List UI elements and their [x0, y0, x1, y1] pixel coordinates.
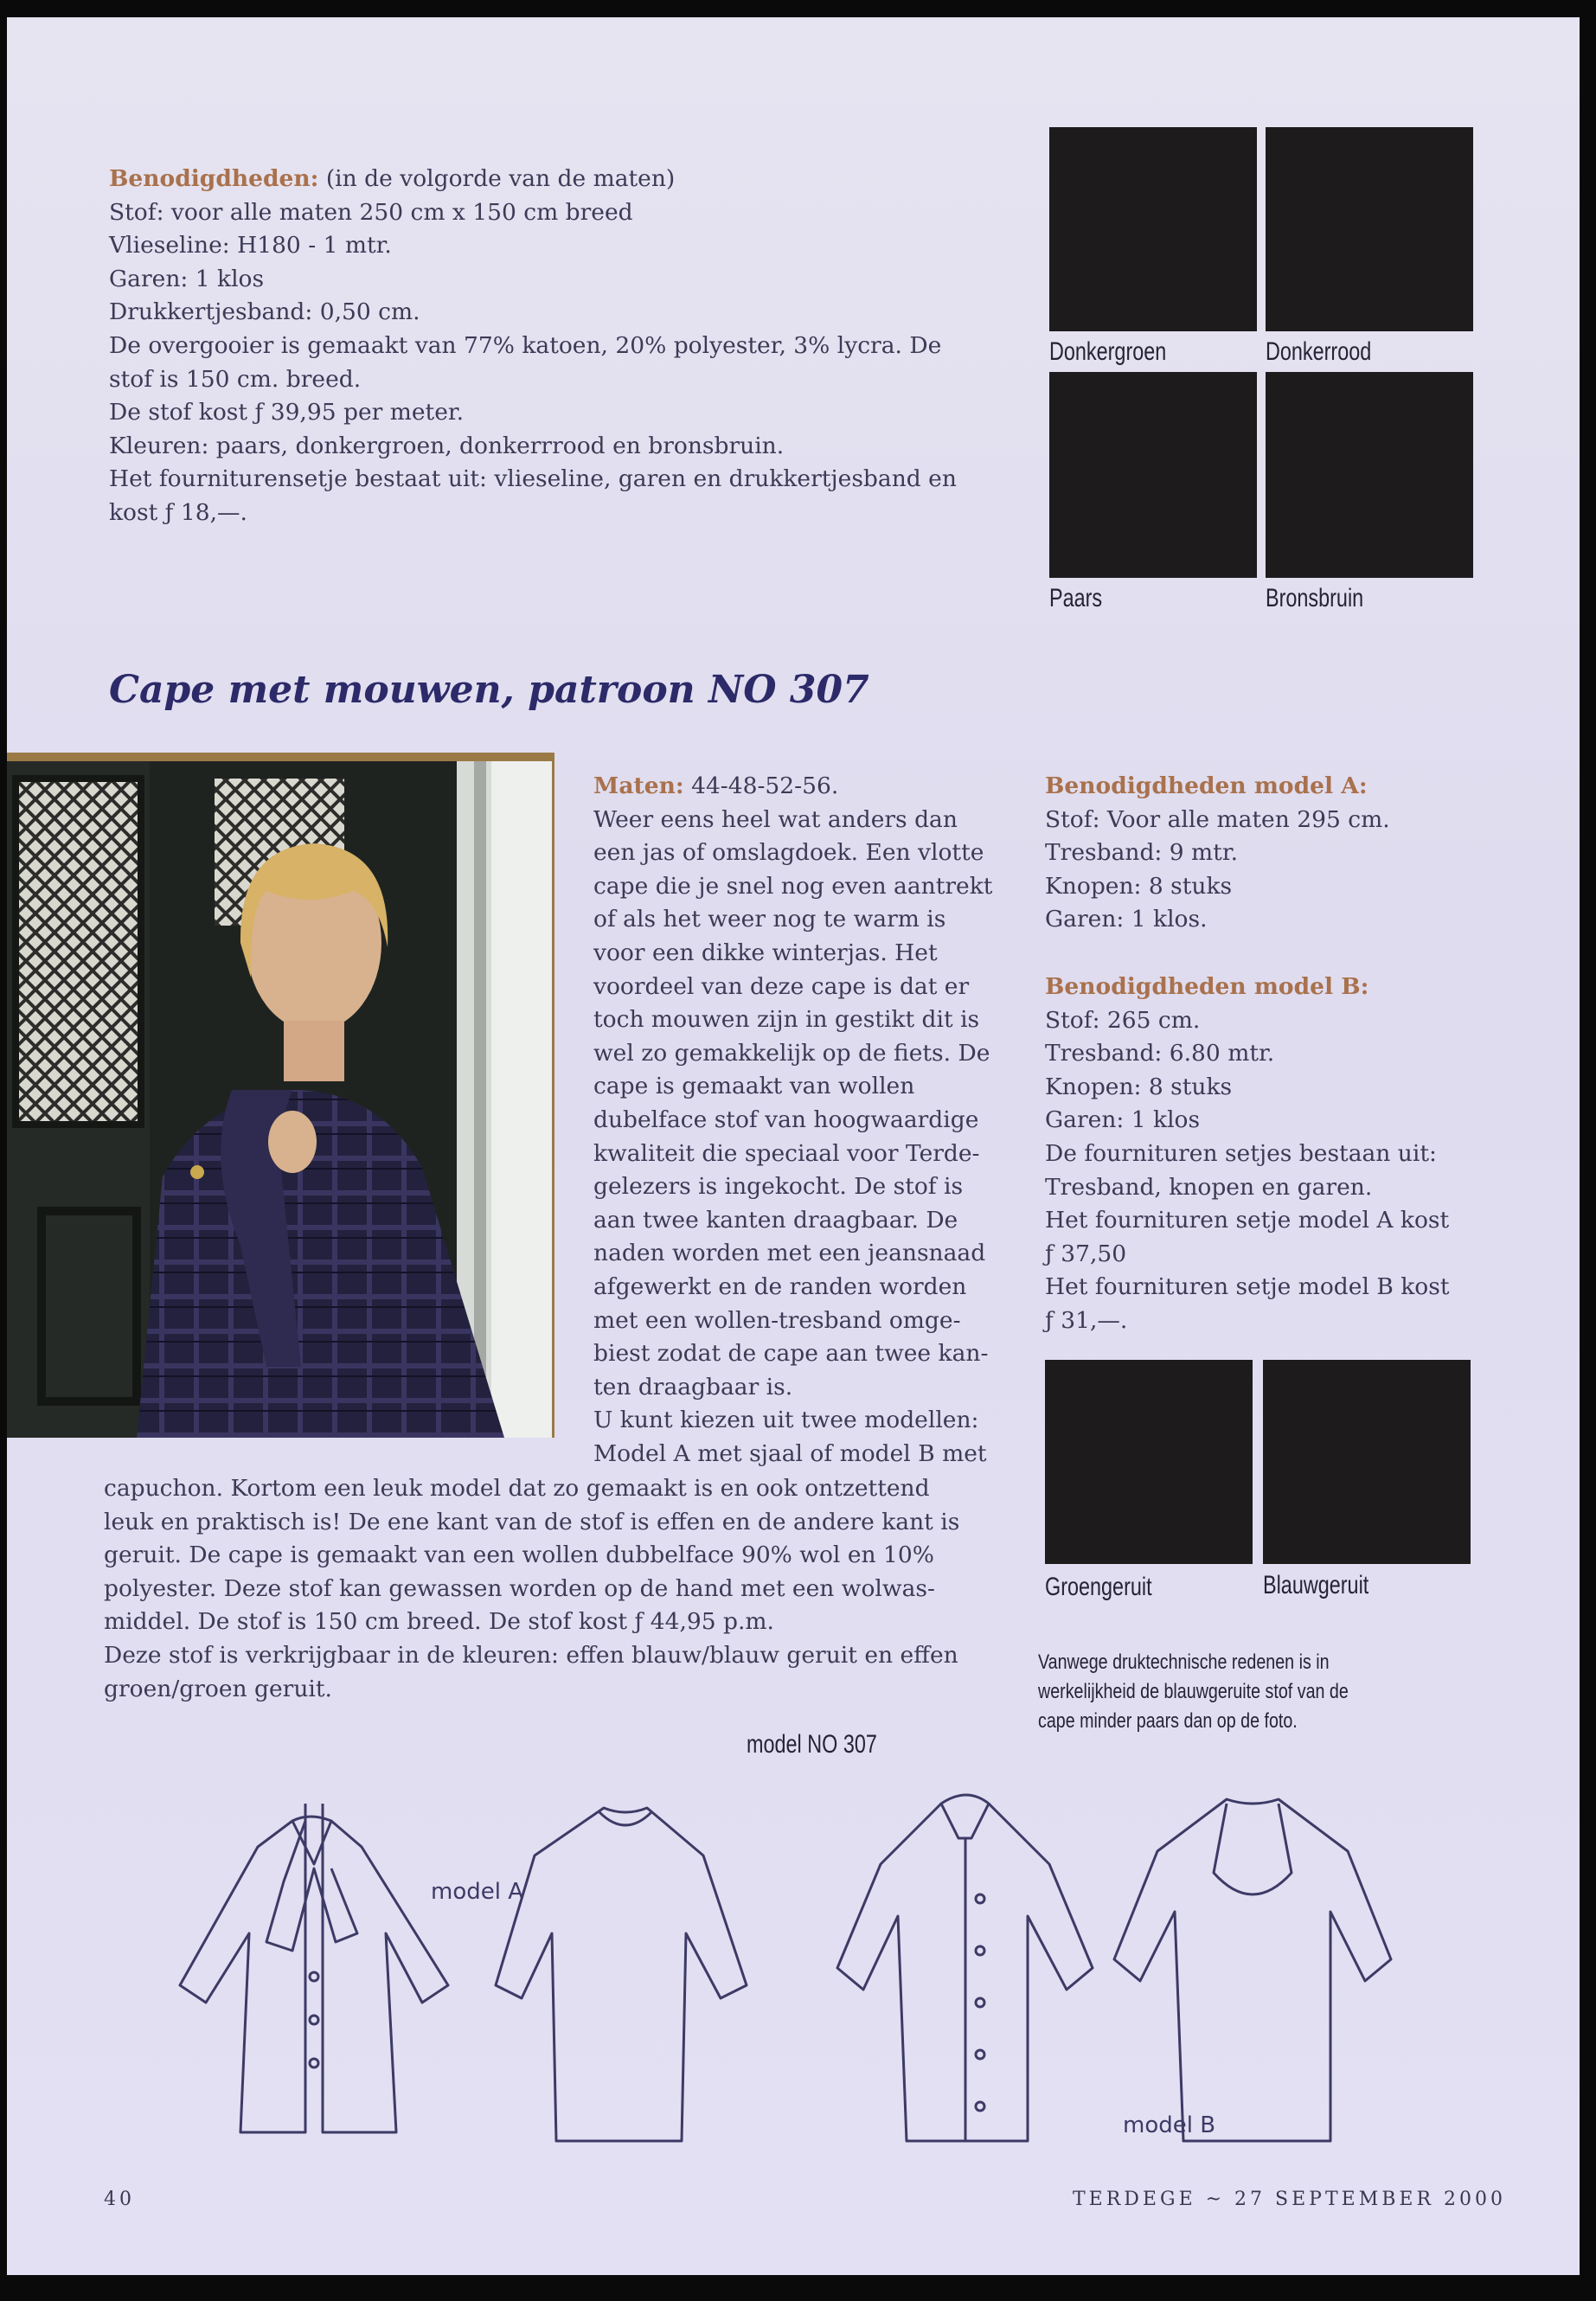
swatch-label: Donkerrood — [1266, 337, 1372, 366]
model-a-front-drawing — [180, 1804, 448, 2132]
desc-line: leuk en praktisch is! De ene kant van de stof is effen en de andere kant is — [104, 1508, 960, 1535]
desc-line: polyester. Deze stof kan gewassen worden op de hand met een wolwas- — [104, 1574, 935, 1602]
desc-line: groen/groen geruit. — [104, 1675, 332, 1702]
swatch-blauwgeruit — [1263, 1360, 1471, 1564]
cape-photo — [7, 753, 554, 1438]
desc-line: toch mouwen zijn in gestikt dit is — [593, 1006, 980, 1034]
footer-publication: TERDEGE ~ 27 SEPTEMBER 2000 — [1073, 2189, 1507, 2210]
desc-line: Model A met sjaal of model B met — [593, 1439, 987, 1467]
swatch-donkergroen — [1049, 127, 1257, 331]
desc-line: Weer eens heel wat anders dan — [593, 805, 958, 833]
swatch-paars — [1049, 372, 1257, 578]
supplies-line: Vlieseline: H180 - 1 mtr. — [109, 232, 392, 260]
model-a-line: Stof: Voor alle maten 295 cm. — [1045, 805, 1390, 833]
hand-label-a: model A — [431, 1879, 524, 1905]
maten-label: Maten: — [593, 772, 684, 799]
supplies-line: Drukkertjesband: 0,50 cm. — [109, 298, 420, 326]
desc-line: of als het weer nog te warm is — [593, 906, 946, 933]
desc-line: naden worden met een jeansnaad — [593, 1240, 986, 1267]
model-caption: model NO 307 — [747, 1730, 877, 1759]
supplies-model-a — [1045, 770, 1547, 937]
supplies-model-b — [1045, 971, 1547, 1338]
desc-line: kwaliteit die speciaal voor Terde- — [593, 1139, 980, 1167]
desc-line: wel zo gemakkelijk op de fiets. De — [593, 1039, 990, 1067]
swatch-groengeruit — [1045, 1360, 1253, 1564]
desc-line: gelezers is ingekocht. De stof is — [593, 1173, 964, 1201]
supplies-line: De overgooier is gemaakt van 77% katoen, 20% polyester, 3% lycra. De stof is 150 cm. breed. — [109, 331, 942, 393]
model-b-line: Het fournituren setje model A kost — [1045, 1207, 1450, 1234]
section-title: Cape met mouwen, patroon NO 307 — [109, 668, 869, 712]
printing-note: Vanwege druktechnische redenen is in werkelijkheid de blauwgeruite stof van de cape minder paars dan op de foto. — [1038, 1650, 1349, 1733]
supplies-top — [109, 163, 974, 530]
desc-line: capuchon. Kortom een leuk model dat zo gemaakt is en ook ontzettend — [104, 1475, 930, 1502]
page-number: 40 — [104, 2189, 135, 2210]
model-b-line: Knopen: 8 stuks — [1045, 1073, 1233, 1100]
description — [593, 770, 1043, 1471]
desc-line: U kunt kiezen uit twee modellen: — [593, 1407, 979, 1434]
desc-line: middel. De stof is 150 cm breed. De stof kost ƒ 44,95 p.m. — [104, 1608, 774, 1636]
model-a-line: Knopen: 8 stuks — [1045, 872, 1233, 900]
desc-line: geruit. De cape is gemaakt van een wollen dubbelface 90% wol en 10% — [104, 1541, 934, 1569]
supplies-line: Kleuren: paars, donkergroen, donkerrrood en bronsbruin. — [109, 432, 785, 459]
model-a-heading: Benodigdheden model A: — [1045, 772, 1368, 799]
model-b-line: Stof: 265 cm. — [1045, 1006, 1201, 1034]
desc-line: biest zodat de cape aan twee kan- — [593, 1340, 989, 1368]
pattern-drawings — [163, 1786, 1460, 2176]
maten-value: 44-48-52-56. — [683, 772, 839, 799]
desc-line: afgewerkt en de randen worden — [593, 1272, 967, 1300]
supplies-line: Stof: voor alle maten 250 cm x 150 cm breed — [109, 198, 633, 226]
model-b-line: Tresband: 6.80 mtr. — [1045, 1040, 1275, 1067]
swatch-donkerrood — [1266, 127, 1473, 331]
desc-line: cape is gemaakt van wollen — [593, 1073, 915, 1100]
supplies-line: Garen: 1 klos — [109, 265, 265, 292]
desc-line: een jas of omslagdoek. Een vlotte — [593, 839, 984, 867]
model-b-back-drawing — [1114, 1799, 1391, 2141]
supplies-heading: Benodigdheden: — [109, 165, 319, 192]
hand-label-b: model B — [1123, 2112, 1216, 2138]
supplies-line: Het fourniturensetje bestaat uit: vlieseline, garen en drukkertjesband en kost ƒ 18,—. — [109, 465, 957, 526]
model-b-line: Garen: 1 klos — [1045, 1106, 1201, 1134]
model-b-heading: Benodigdheden model B: — [1045, 973, 1369, 1000]
model-b-line: ƒ 37,50 — [1045, 1240, 1127, 1267]
model-b-line: Het fournituren setje model B kost — [1045, 1273, 1450, 1301]
model-a-back-drawing — [496, 1808, 747, 2141]
magazine-page — [7, 17, 1580, 2275]
model-b-line: Tresband, knopen en garen. — [1045, 1173, 1373, 1201]
swatch-bronsbruin — [1266, 372, 1473, 578]
swatch-label: Donkergroen — [1049, 337, 1167, 366]
supplies-heading-rest: (in de volgorde van de maten) — [318, 165, 676, 192]
swatch-label: Bronsbruin — [1266, 584, 1364, 612]
swatch-label: Blauwgeruit — [1263, 1571, 1369, 1599]
model-a-line: Garen: 1 klos. — [1045, 906, 1208, 933]
desc-line: aan twee kanten draagbaar. De — [593, 1206, 958, 1234]
desc-line: Deze stof is verkrijgbaar in de kleuren: effen blauw/blauw geruit en effen — [104, 1641, 958, 1669]
model-b-front-drawing — [837, 1795, 1093, 2141]
desc-line: cape die je snel nog even aantrekt — [593, 872, 993, 900]
model-a-line: Tresband: 9 mtr. — [1045, 839, 1239, 867]
swatch-label: Paars — [1049, 584, 1103, 612]
photo-illustration — [7, 761, 552, 1438]
desc-line: met een wollen-tresband omge- — [593, 1306, 961, 1334]
desc-line: ten draagbaar is. — [593, 1373, 793, 1400]
model-b-line: De fournituren setjes bestaan uit: — [1045, 1139, 1437, 1167]
swatch-label: Groengeruit — [1045, 1573, 1152, 1601]
desc-line: dubelface stof van hoogwaardige — [593, 1106, 979, 1133]
desc-line: voor een dikke winterjas. Het — [593, 939, 938, 966]
model-b-line: ƒ 31,—. — [1045, 1306, 1128, 1334]
desc-line: voordeel van deze cape is dat er — [593, 972, 970, 1000]
description-wide — [104, 1472, 1038, 1706]
supplies-line: De stof kost ƒ 39,95 per meter. — [109, 399, 465, 426]
